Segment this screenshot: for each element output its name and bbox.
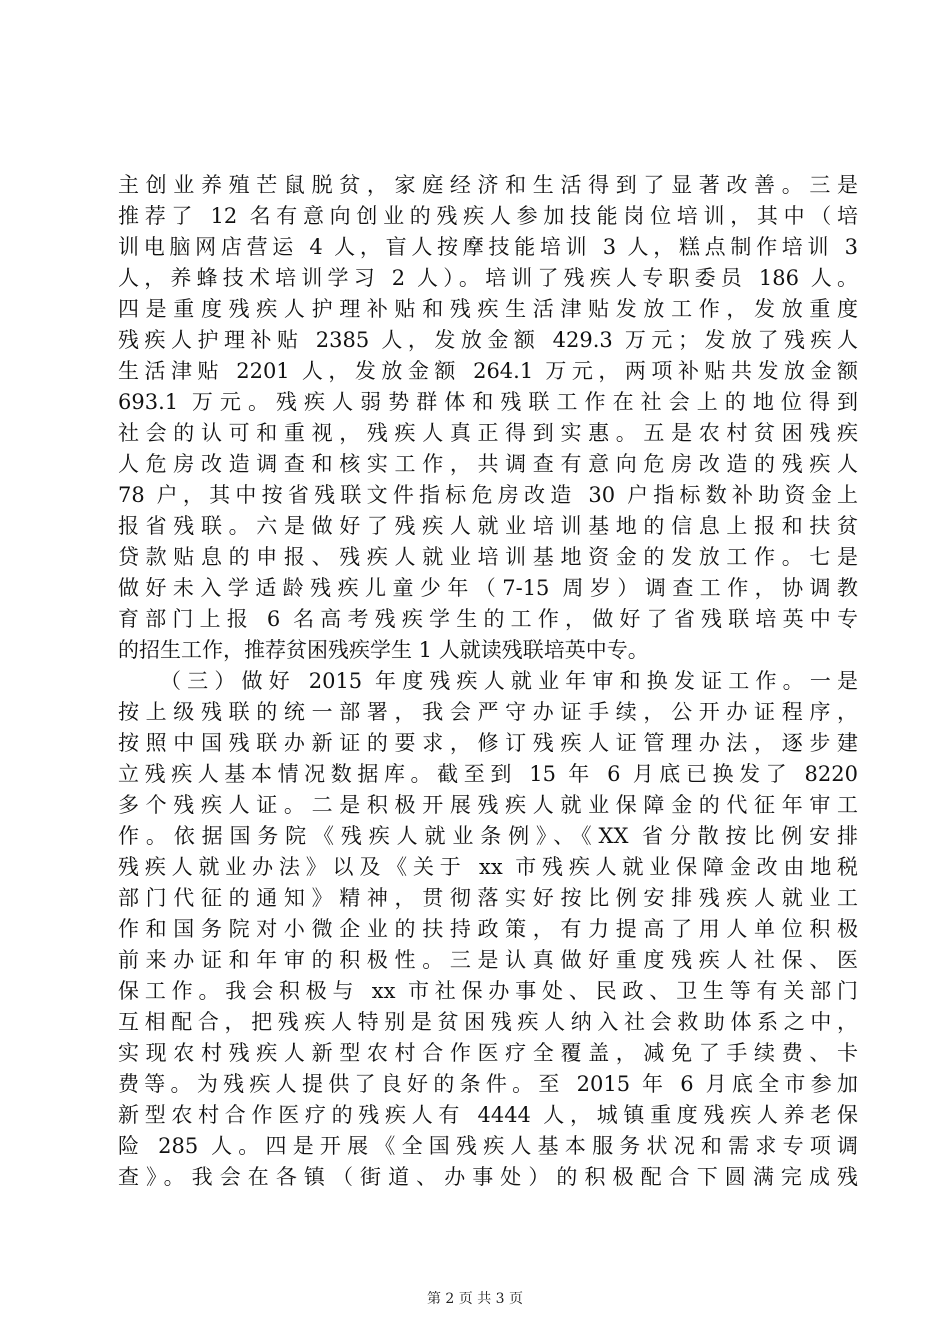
text-line: 主创业养殖芒鼠脱贫，家庭经济和生活得到了显著改善。三是 xyxy=(118,173,858,197)
document-body xyxy=(118,170,858,1193)
paragraph-end-line: 的招生工作，推荐贫困残疾学生 1 人就读残联培英中专。 xyxy=(118,638,649,662)
text-line: 前来办证和年审的积极性。三是认真做好重度残疾人社保、医 xyxy=(118,948,858,972)
text-line: 693.1 万元。残疾人弱势群体和残联工作在社会上的地位得到 xyxy=(118,390,858,414)
text-line: 人，养蜂技术培训学习 2 人）。培训了残疾人专职委员 186 人。 xyxy=(118,266,858,290)
text-line: 残疾人护理补贴 2385 人，发放金额 429.3 万元；发放了残疾人 xyxy=(118,328,858,352)
text-line: 生活津贴 2201 人，发放金额 264.1 万元，两项补贴共发放金额 xyxy=(118,359,858,383)
text-line: 育部门上报 6 名高考残疾学生的工作，做好了省残联培英中专 xyxy=(118,607,858,631)
page-footer: 第 2 页 共 3 页 xyxy=(426,1291,524,1307)
text-line: 贷款贴息的申报、残疾人就业培训基地资金的发放工作。七是 xyxy=(118,545,858,569)
text-line: 78 户，其中按省残联文件指标危房改造 30 户指标数补助资金上 xyxy=(118,483,858,507)
text-line: 实现农村残疾人新型农村合作医疗全覆盖，减免了手续费、卡 xyxy=(118,1041,858,1065)
text-line: 训电脑网店营运 4 人，盲人按摩技能培训 3 人，糕点制作培训 3 xyxy=(118,235,858,259)
text-line: 部门代征的通知》精神，贯彻落实好按比例安排残疾人就业工 xyxy=(118,886,858,910)
text-line: 多个残疾人证。二是积极开展残疾人就业保障金的代征年审工 xyxy=(118,793,858,817)
text-line: 四是重度残疾人护理补贴和残疾生活津贴发放工作，发放重度 xyxy=(118,297,858,321)
text-line: 互相配合，把残疾人特别是贫困残疾人纳入社会救助体系之中， xyxy=(118,1010,858,1034)
text-line: 报省残联。六是做好了残疾人就业培训基地的信息上报和扶贫 xyxy=(118,514,858,538)
text-line: 推荐了 12 名有意向创业的残疾人参加技能岗位培训，其中（培 xyxy=(118,204,858,228)
text-line: 新型农村合作医疗的残疾人有 4444 人，城镇重度残疾人养老保 xyxy=(118,1103,858,1127)
text-line: 查》。我会在各镇（街道、办事处）的积极配合下圆满完成残 xyxy=(118,1165,858,1189)
text-line: 按上级残联的统一部署，我会严守办证手续，公开办证程序， xyxy=(118,700,858,724)
text-line: 做好未入学适龄残疾儿童少年（7-15 周岁）调查工作，协调教 xyxy=(118,576,858,600)
text-line: 保工作。我会积极与 xx 市社保办事处、民政、卫生等有关部门 xyxy=(118,979,858,1003)
text-line: 险 285 人。四是开展《全国残疾人基本服务状况和需求专项调 xyxy=(118,1134,858,1158)
text-line: 按照中国残联办新证的要求，修订残疾人证管理办法，逐步建 xyxy=(118,731,858,755)
text-line: 立残疾人基本情况数据库。截至到 15 年 6 月底已换发了 8220 xyxy=(118,762,858,786)
text-line: 费等。为残疾人提供了良好的条件。至 2015 年 6 月底全市参加 xyxy=(118,1072,858,1096)
text-line: 残疾人就业办法》以及《关于 xx 市残疾人就业保障金改由地税 xyxy=(118,855,858,879)
text-line: 人危房改造调查和核实工作，共调查有意向危房改造的残疾人 xyxy=(118,452,858,476)
text-line: 作。依据国务院《残疾人就业条例》、《XX 省分散按比例安排 xyxy=(118,824,858,848)
text-line: 作和国务院对小微企业的扶持政策，有力提高了用人单位积极 xyxy=(118,917,858,941)
text-line: 社会的认可和重视，残疾人真正得到实惠。五是农村贫困残疾 xyxy=(118,421,858,445)
section-heading-line: （三）做好 2015 年度残疾人就业年审和换发证工作。一是 xyxy=(160,669,858,693)
